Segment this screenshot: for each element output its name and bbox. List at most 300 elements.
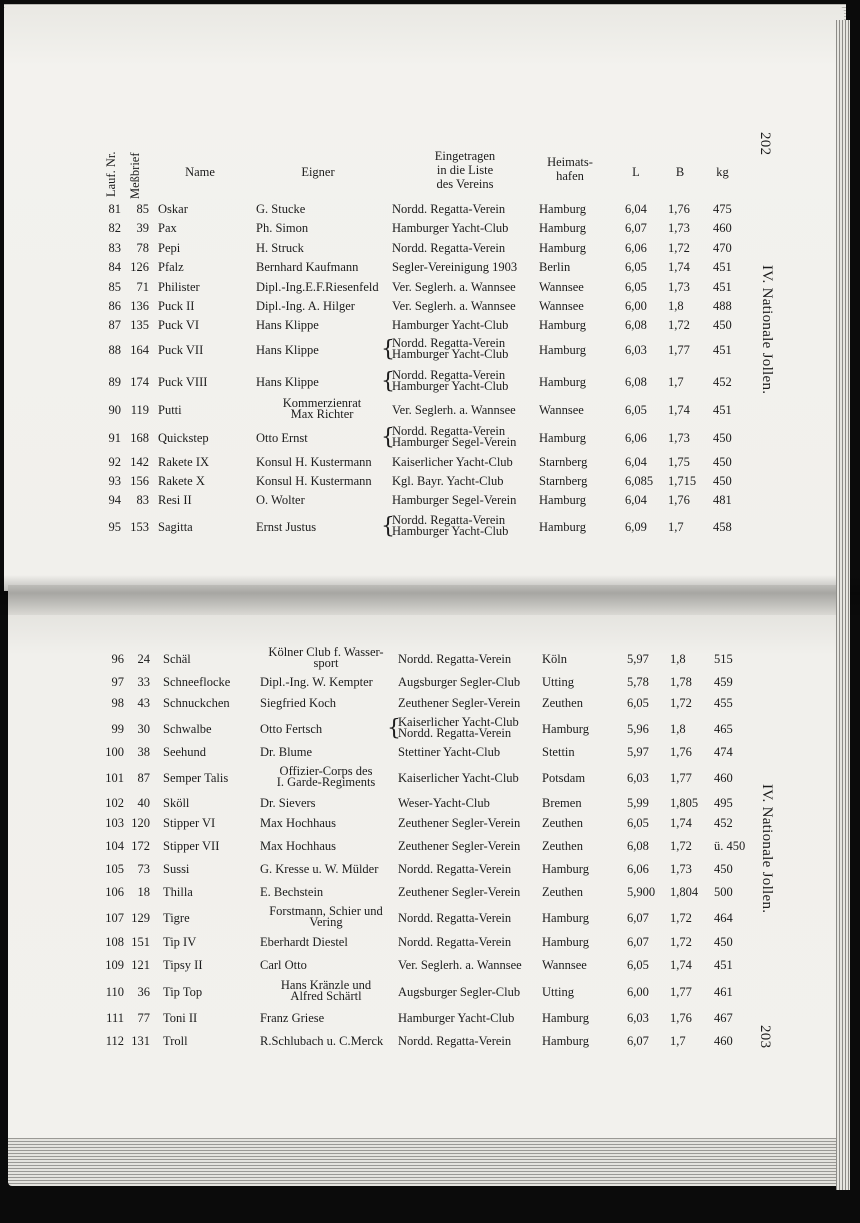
boat-name-cell: Stipper VI xyxy=(163,816,216,830)
weight-cell: 474 xyxy=(714,745,733,759)
weight-cell: 465 xyxy=(714,722,733,736)
owner-cell-line-1: Forstmann, Schier und xyxy=(269,904,383,918)
length-cell: 5,97 xyxy=(627,652,649,666)
beam-cell: 1,78 xyxy=(670,675,692,689)
length-cell: 6,08 xyxy=(625,375,647,389)
weight-cell: 461 xyxy=(714,985,733,999)
boat-name-cell: Tipsy II xyxy=(163,958,203,972)
owner-cell: Bernhard Kaufmann xyxy=(256,260,359,274)
length-cell: 6,07 xyxy=(625,221,647,235)
club-cell-line-1: Nordd. Regatta-Verein xyxy=(392,336,506,350)
weight-cell: 460 xyxy=(714,1034,733,1048)
messbrief-cell: 153 xyxy=(130,520,149,534)
owner-cell: Dr. Blume xyxy=(260,745,313,759)
owner-cell: G. Stucke xyxy=(256,202,306,216)
boat-name-cell: Schnuckchen xyxy=(163,696,230,710)
owner-cell: Carl Otto xyxy=(260,958,307,972)
boat-name-cell: Schäl xyxy=(163,652,191,666)
beam-cell: 1,77 xyxy=(670,985,692,999)
home-port-cell: Berlin xyxy=(539,260,571,274)
club-cell: Augsburger Segler-Club xyxy=(398,675,521,689)
length-cell: 6,03 xyxy=(627,1011,649,1025)
owner-cell: H. Struck xyxy=(256,241,304,255)
lauf-nr-cell: 89 xyxy=(108,375,121,389)
owner-cell: Eberhardt Diestel xyxy=(260,935,348,949)
home-port-cell: Hamburg xyxy=(542,1011,589,1025)
owner-cell: Franz Griese xyxy=(260,1011,325,1025)
weight-cell: 460 xyxy=(714,771,733,785)
header-lauf-nr: Lauf. Nr. xyxy=(104,151,118,197)
beam-cell: 1,73 xyxy=(670,862,692,876)
home-port-cell: Hamburg xyxy=(539,202,586,216)
length-cell: 6,05 xyxy=(625,280,647,294)
messbrief-cell: 120 xyxy=(131,816,150,830)
length-cell: 6,09 xyxy=(625,520,647,534)
home-port-cell: Zeuthen xyxy=(542,696,583,710)
home-port-cell: Hamburg xyxy=(539,375,586,389)
boat-name-cell: Putti xyxy=(158,403,182,417)
header-verein xyxy=(400,149,530,191)
club-cell: Ver. Seglerh. a. Wannsee xyxy=(398,958,522,972)
weight-cell: ü. 450 xyxy=(714,839,746,853)
lauf-nr-cell: 83 xyxy=(108,241,121,255)
messbrief-cell: 119 xyxy=(130,403,149,417)
weight-cell: 464 xyxy=(714,911,733,925)
boat-name-cell: Stipper VII xyxy=(163,839,220,853)
lauf-nr-cell: 85 xyxy=(108,280,121,294)
owner-cell-line-2: sport xyxy=(313,656,339,670)
length-cell: 5,97 xyxy=(627,745,649,759)
weight-cell: 460 xyxy=(713,221,732,235)
weight-cell: 470 xyxy=(713,241,732,255)
length-cell: 5,900 xyxy=(627,885,656,899)
home-port-cell: Wannsee xyxy=(539,403,584,417)
owner-cell: Dipl.-Ing.E.F.Riesenfeld xyxy=(256,280,379,294)
boat-name-cell: Rakete IX xyxy=(158,455,210,469)
messbrief-cell: 131 xyxy=(131,1034,150,1048)
home-port-cell: Hamburg xyxy=(539,431,586,445)
brace-icon: { xyxy=(381,369,395,394)
boat-name-cell: Philister xyxy=(158,280,200,294)
boat-name-cell: Puck VII xyxy=(158,343,204,357)
home-port-cell: Hamburg xyxy=(542,862,589,876)
lauf-nr-cell: 102 xyxy=(105,796,124,810)
club-cell-line-1: Kaiserlicher Yacht-Club xyxy=(398,715,519,729)
lauf-nr-cell: 99 xyxy=(111,722,124,736)
club-cell: Ver. Seglerh. a. Wannsee xyxy=(392,280,516,294)
lauf-nr-cell: 109 xyxy=(105,958,124,972)
length-cell: 6,03 xyxy=(625,343,647,357)
owner-cell-line-1: Kölner Club f. Wasser- xyxy=(268,645,384,659)
club-cell: Stettiner Yacht-Club xyxy=(398,745,501,759)
owner-cell: Dipl.-Ing. W. Kempter xyxy=(260,675,373,689)
boat-name-cell: Thilla xyxy=(163,885,193,899)
owner-cell-line-1: Kommerzienrat xyxy=(282,396,362,410)
beam-cell: 1,76 xyxy=(668,202,690,216)
beam-cell: 1,77 xyxy=(668,343,690,357)
boat-name-cell: Tigre xyxy=(163,911,190,925)
weight-cell: 500 xyxy=(714,885,733,899)
home-port-cell: Hamburg xyxy=(542,722,589,736)
header-hafen-line-1: Heimats- xyxy=(547,155,593,169)
home-port-cell: Utting xyxy=(542,985,574,999)
brace-icon: { xyxy=(381,514,395,539)
length-cell: 6,05 xyxy=(627,816,649,830)
boat-name-cell: Troll xyxy=(163,1034,188,1048)
boat-name-cell: Oskar xyxy=(158,202,188,216)
beam-cell: 1,805 xyxy=(670,796,699,810)
boat-name-cell: Schwalbe xyxy=(163,722,212,736)
lauf-nr-cell: 88 xyxy=(108,343,121,357)
owner-cell: G. Kresse u. W. Mülder xyxy=(260,862,379,876)
messbrief-cell: 40 xyxy=(137,796,150,810)
lauf-nr-cell: 104 xyxy=(105,839,124,853)
weight-cell: 488 xyxy=(713,299,732,313)
club-cell-line-2: Hamburger Yacht-Club xyxy=(392,524,509,538)
messbrief-cell: 77 xyxy=(137,1011,150,1025)
beam-cell: 1,72 xyxy=(670,839,692,853)
beam-cell: 1,72 xyxy=(670,911,692,925)
home-port-cell: Hamburg xyxy=(539,343,586,357)
owner-cell: Hans Klippe xyxy=(256,343,319,357)
club-cell: Segler-Vereinigung 1903 xyxy=(392,260,518,274)
boat-name-cell: Puck II xyxy=(158,299,195,313)
beam-cell: 1,8 xyxy=(670,652,686,666)
weight-cell: 451 xyxy=(713,280,732,294)
lauf-nr-cell: 107 xyxy=(105,911,124,925)
beam-cell: 1,72 xyxy=(668,241,690,255)
length-cell: 6,03 xyxy=(627,771,649,785)
lauf-nr-cell: 95 xyxy=(108,520,121,534)
home-port-cell: Wannsee xyxy=(539,280,584,294)
messbrief-cell: 36 xyxy=(137,985,150,999)
owner-cell-line-2: I. Garde-Regiments xyxy=(276,775,376,789)
messbrief-cell: 85 xyxy=(136,202,149,216)
messbrief-cell: 172 xyxy=(131,839,150,853)
weight-cell: 450 xyxy=(713,318,732,332)
weight-cell: 451 xyxy=(714,958,733,972)
home-port-cell: Hamburg xyxy=(539,493,586,507)
messbrief-cell: 30 xyxy=(137,722,150,736)
owner-cell: O. Wolter xyxy=(256,493,305,507)
length-cell: 6,06 xyxy=(625,241,647,255)
lauf-nr-cell: 111 xyxy=(106,1011,124,1025)
home-port-cell: Hamburg xyxy=(539,241,586,255)
boat-name-cell: Rakete X xyxy=(158,474,205,488)
weight-cell: 450 xyxy=(714,935,733,949)
club-cell: Kaiserlicher Yacht-Club xyxy=(392,455,513,469)
club-cell: Weser-Yacht-Club xyxy=(398,796,490,810)
lauf-nr-cell: 87 xyxy=(108,318,121,332)
boat-name-cell: Schneeflocke xyxy=(163,675,231,689)
home-port-cell: Hamburg xyxy=(539,318,586,332)
club-cell-line-2: Hamburger Segel-Verein xyxy=(392,435,517,449)
boat-name-cell: Tip IV xyxy=(163,935,197,949)
length-cell: 6,08 xyxy=(627,839,649,853)
page-number-203: 203 xyxy=(757,1025,773,1049)
header-verein-line-3: des Vereins xyxy=(436,177,494,191)
owner-cell: E. Bechstein xyxy=(260,885,324,899)
lauf-nr-cell: 94 xyxy=(108,493,121,507)
weight-cell: 475 xyxy=(713,202,732,216)
brace-icon: { xyxy=(381,425,395,450)
owner-cell: Otto Ernst xyxy=(256,431,308,445)
lauf-nr-cell: 105 xyxy=(105,862,124,876)
weight-cell: 467 xyxy=(714,1011,733,1025)
owner-cell: Konsul H. Kustermann xyxy=(256,455,372,469)
beam-cell: 1,74 xyxy=(668,260,690,274)
home-port-cell: Zeuthen xyxy=(542,816,583,830)
weight-cell: 455 xyxy=(714,696,733,710)
boat-name-cell: Toni II xyxy=(163,1011,198,1025)
club-cell: Augsburger Segler-Club xyxy=(398,985,521,999)
header-name: Name xyxy=(185,165,215,179)
boat-name-cell: Pfalz xyxy=(158,260,184,274)
owner-cell: Hans Klippe xyxy=(256,375,319,389)
beam-cell: 1,75 xyxy=(668,455,690,469)
length-cell: 5,78 xyxy=(627,675,649,689)
owner-cell-line-2: Max Richter xyxy=(290,407,354,421)
boat-name-cell: Puck VIII xyxy=(158,375,208,389)
lauf-nr-cell: 101 xyxy=(105,771,124,785)
owner-cell: Dipl.-Ing. A. Hilger xyxy=(256,299,355,313)
messbrief-cell: 73 xyxy=(137,862,150,876)
beam-cell: 1,76 xyxy=(668,493,690,507)
messbrief-cell: 33 xyxy=(137,675,150,689)
weight-cell: 458 xyxy=(713,520,732,534)
lauf-nr-cell: 81 xyxy=(108,202,121,216)
home-port-cell: Starnberg xyxy=(539,455,588,469)
club-cell: Kgl. Bayr. Yacht-Club xyxy=(392,474,504,488)
length-cell: 6,00 xyxy=(627,985,649,999)
boat-name-cell: Sköll xyxy=(163,796,190,810)
beam-cell: 1,77 xyxy=(670,771,692,785)
club-cell: Hamburger Yacht-Club xyxy=(398,1011,515,1025)
club-cell: Zeuthener Segler-Verein xyxy=(398,696,521,710)
owner-cell: R.Schlubach u. C.Merck xyxy=(260,1034,384,1048)
weight-cell: 515 xyxy=(714,652,733,666)
club-cell: Nordd. Regatta-Verein xyxy=(392,241,506,255)
home-port-cell: Hamburg xyxy=(542,911,589,925)
messbrief-cell: 83 xyxy=(136,493,149,507)
club-cell: Ver. Seglerh. a. Wannsee xyxy=(392,403,516,417)
messbrief-cell: 129 xyxy=(131,911,150,925)
beam-cell: 1,804 xyxy=(670,885,699,899)
length-cell: 6,00 xyxy=(625,299,647,313)
messbrief-cell: 151 xyxy=(131,935,150,949)
lauf-nr-cell: 110 xyxy=(105,985,124,999)
owner-cell: Max Hochhaus xyxy=(260,839,337,853)
messbrief-cell: 156 xyxy=(130,474,149,488)
running-title-top: IV. Nationale Jollen. xyxy=(759,265,775,395)
beam-cell: 1,715 xyxy=(668,474,697,488)
club-cell: Nordd. Regatta-Verein xyxy=(398,1034,512,1048)
beam-cell: 1,76 xyxy=(670,1011,692,1025)
owner-cell: Hans Klippe xyxy=(256,318,319,332)
home-port-cell: Hamburg xyxy=(542,1034,589,1048)
weight-cell: 495 xyxy=(714,796,733,810)
owner-cell: Max Hochhaus xyxy=(260,816,337,830)
length-cell: 6,07 xyxy=(627,911,649,925)
page-number-202: 202 xyxy=(757,132,773,156)
home-port-cell: Hamburg xyxy=(539,221,586,235)
club-cell: Zeuthener Segler-Verein xyxy=(398,816,521,830)
length-cell: 6,05 xyxy=(625,260,647,274)
header-messbrief: Meßbrief xyxy=(128,152,142,199)
messbrief-cell: 38 xyxy=(137,745,150,759)
length-cell: 6,07 xyxy=(627,935,649,949)
lauf-nr-cell: 108 xyxy=(105,935,124,949)
lauf-nr-cell: 82 xyxy=(108,221,121,235)
length-cell: 6,07 xyxy=(627,1034,649,1048)
boat-name-cell: Semper Talis xyxy=(163,771,229,785)
book-gutter-shadow xyxy=(0,575,860,615)
club-cell: Nordd. Regatta-Verein xyxy=(398,862,512,876)
length-cell: 5,96 xyxy=(627,722,649,736)
beam-cell: 1,8 xyxy=(668,299,684,313)
length-cell: 6,05 xyxy=(627,696,649,710)
club-cell: Ver. Seglerh. a. Wannsee xyxy=(392,299,516,313)
length-cell: 6,06 xyxy=(627,862,649,876)
weight-cell: 452 xyxy=(713,375,732,389)
weight-cell: 450 xyxy=(713,431,732,445)
owner-cell: Konsul H. Kustermann xyxy=(256,474,372,488)
weight-cell: 450 xyxy=(714,862,733,876)
club-cell-line-1: Nordd. Regatta-Verein xyxy=(392,368,506,382)
club-cell: Zeuthener Segler-Verein xyxy=(398,885,521,899)
header-eigner: Eigner xyxy=(301,165,335,179)
club-cell-line-1: Nordd. Regatta-Verein xyxy=(392,424,506,438)
beam-cell: 1,7 xyxy=(668,375,684,389)
messbrief-cell: 168 xyxy=(130,431,149,445)
home-port-cell: Zeuthen xyxy=(542,885,583,899)
messbrief-cell: 78 xyxy=(136,241,149,255)
club-cell: Hamburger Yacht-Club xyxy=(392,318,509,332)
club-cell: Nordd. Regatta-Verein xyxy=(398,652,512,666)
lauf-nr-cell: 103 xyxy=(105,816,124,830)
length-cell: 6,04 xyxy=(625,455,647,469)
messbrief-cell: 135 xyxy=(130,318,149,332)
home-port-cell: Starnberg xyxy=(539,474,588,488)
header-verein-line-2: in die Liste xyxy=(436,163,494,177)
beam-cell: 1,74 xyxy=(670,816,692,830)
messbrief-cell: 136 xyxy=(130,299,149,313)
home-port-cell: Utting xyxy=(542,675,574,689)
length-cell: 5,99 xyxy=(627,796,649,810)
lauf-nr-cell: 98 xyxy=(111,696,124,710)
weight-cell: 450 xyxy=(713,455,732,469)
brace-icon: { xyxy=(387,716,401,741)
boat-name-cell: Sussi xyxy=(163,862,190,876)
messbrief-cell: 43 xyxy=(137,696,150,710)
beam-cell: 1,72 xyxy=(668,318,690,332)
running-title-bottom: IV. Nationale Jollen. xyxy=(759,784,775,914)
boat-name-cell: Puck VI xyxy=(158,318,200,332)
home-port-cell: Zeuthen xyxy=(542,839,583,853)
club-cell: Hamburger Yacht-Club xyxy=(392,221,509,235)
lauf-nr-cell: 96 xyxy=(111,652,124,666)
weight-cell: 451 xyxy=(713,260,732,274)
length-cell: 6,06 xyxy=(625,431,647,445)
club-cell-line-2: Hamburger Yacht-Club xyxy=(392,347,509,361)
weight-cell: 459 xyxy=(714,675,733,689)
brace-icon: { xyxy=(381,337,395,362)
club-cell: Zeuthener Segler-Verein xyxy=(398,839,521,853)
messbrief-cell: 39 xyxy=(136,221,149,235)
weight-cell: 481 xyxy=(713,493,732,507)
owner-cell-line-2: Vering xyxy=(309,915,343,929)
owner-cell: Otto Fertsch xyxy=(260,722,323,736)
home-port-cell: Stettin xyxy=(542,745,575,759)
messbrief-cell: 71 xyxy=(136,280,149,294)
beam-cell: 1,72 xyxy=(670,696,692,710)
lauf-nr-cell: 112 xyxy=(105,1034,124,1048)
club-cell: Nordd. Regatta-Verein xyxy=(392,202,506,216)
length-cell: 6,085 xyxy=(625,474,654,488)
messbrief-cell: 18 xyxy=(137,885,150,899)
boat-name-cell: Sagitta xyxy=(158,520,193,534)
lauf-nr-cell: 90 xyxy=(108,403,121,417)
header-hafen xyxy=(540,155,600,183)
club-cell: Hamburger Segel-Verein xyxy=(392,493,517,507)
beam-cell: 1,8 xyxy=(670,722,686,736)
lauf-nr-cell: 84 xyxy=(108,260,121,274)
messbrief-cell: 174 xyxy=(130,375,149,389)
owner-cell: Ernst Justus xyxy=(256,520,317,534)
boat-name-cell: Pepi xyxy=(158,241,181,255)
lauf-nr-cell: 86 xyxy=(108,299,121,313)
beam-cell: 1,74 xyxy=(670,958,692,972)
home-port-cell: Hamburg xyxy=(539,520,586,534)
club-cell: Nordd. Regatta-Verein xyxy=(398,911,512,925)
header-hafen-line-2: hafen xyxy=(556,169,584,183)
length-cell: 6,05 xyxy=(627,958,649,972)
weight-cell: 451 xyxy=(713,343,732,357)
beam-cell: 1,73 xyxy=(668,280,690,294)
messbrief-cell: 24 xyxy=(137,652,150,666)
weight-cell: 452 xyxy=(714,816,733,830)
messbrief-cell: 126 xyxy=(130,260,149,274)
messbrief-cell: 121 xyxy=(131,958,150,972)
beam-cell: 1,7 xyxy=(668,520,684,534)
home-port-cell: Köln xyxy=(542,652,567,666)
owner-cell-line-1: Hans Kränzle und xyxy=(280,978,372,992)
length-cell: 6,08 xyxy=(625,318,647,332)
club-cell: Kaiserlicher Yacht-Club xyxy=(398,771,519,785)
home-port-cell: Wannsee xyxy=(539,299,584,313)
length-cell: 6,05 xyxy=(625,403,647,417)
boat-name-cell: Seehund xyxy=(163,745,207,759)
club-cell-line-2: Hamburger Yacht-Club xyxy=(392,379,509,393)
lauf-nr-cell: 106 xyxy=(105,885,124,899)
lauf-nr-cell: 92 xyxy=(108,455,121,469)
beam-cell: 1,7 xyxy=(670,1034,686,1048)
length-cell: 6,04 xyxy=(625,493,647,507)
home-port-cell: Potsdam xyxy=(542,771,586,785)
page-edge-stack xyxy=(8,1138,850,1186)
messbrief-cell: 164 xyxy=(130,343,149,357)
club-cell-line-1: Nordd. Regatta-Verein xyxy=(392,513,506,527)
boat-name-cell: Resi II xyxy=(158,493,192,507)
home-port-cell: Bremen xyxy=(542,796,582,810)
length-cell: 6,04 xyxy=(625,202,647,216)
header-kg: kg xyxy=(716,165,729,179)
owner-cell-line-2: Alfred Schärtl xyxy=(290,989,362,1003)
page-edge-right xyxy=(836,20,850,1190)
owner-cell: Siegfried Koch xyxy=(260,696,337,710)
beam-cell: 1,73 xyxy=(668,221,690,235)
boat-name-cell: Pax xyxy=(158,221,177,235)
